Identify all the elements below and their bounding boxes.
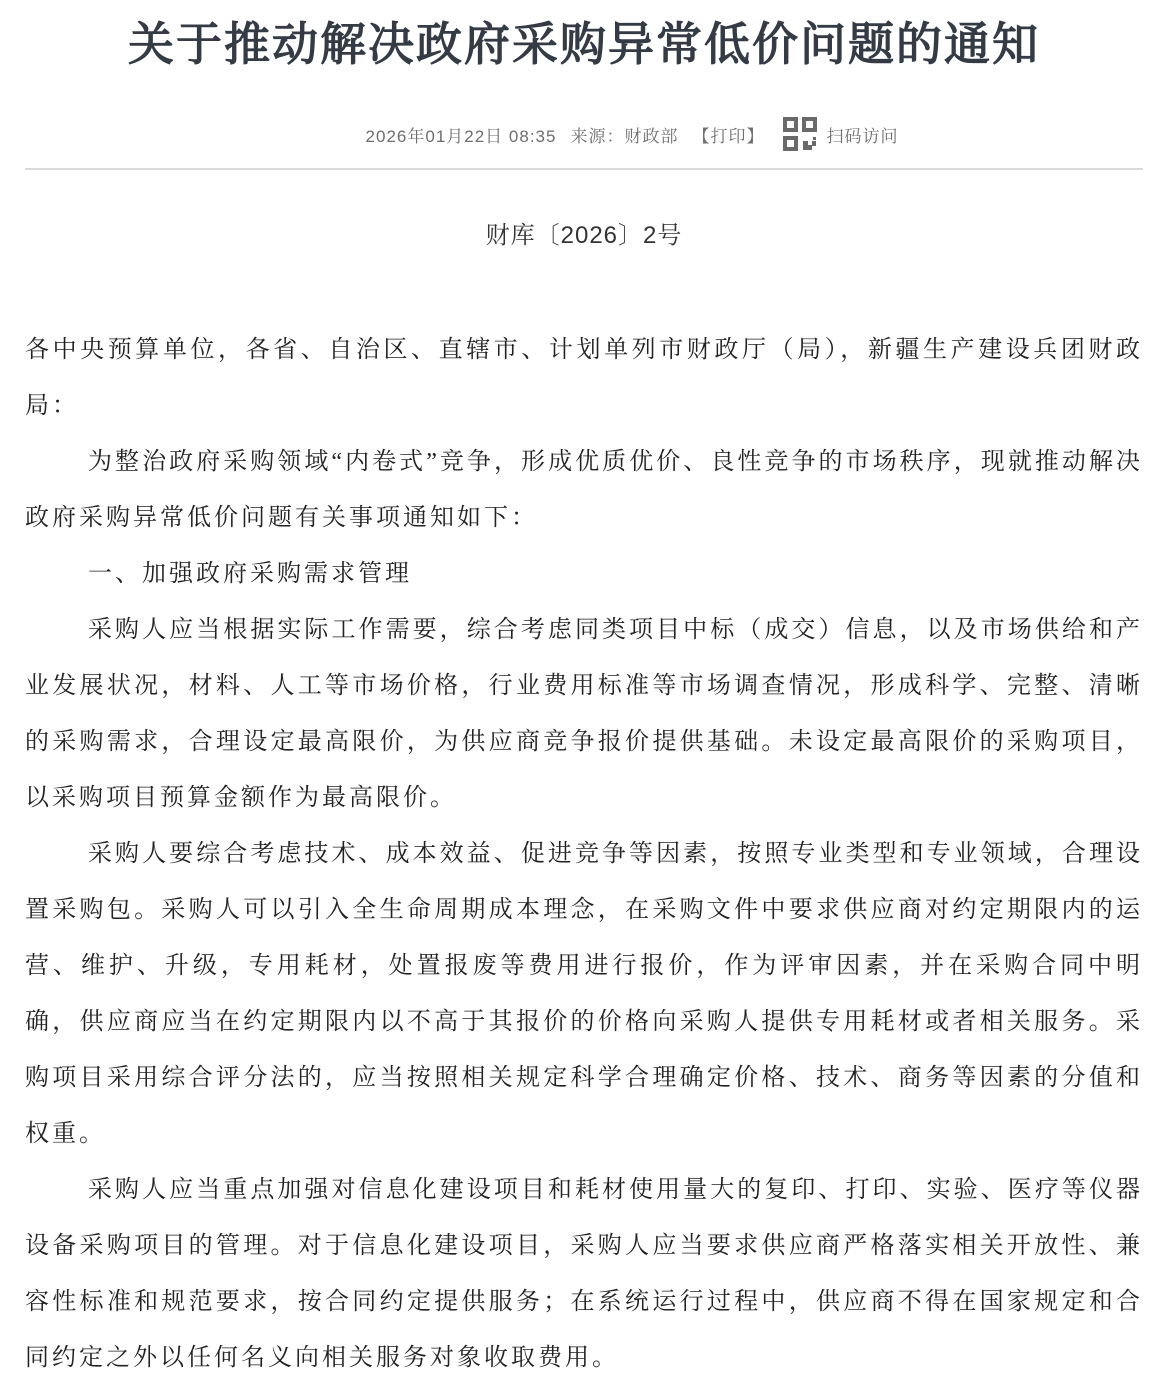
paragraph-intro: 为整治政府采购领域“内卷式”竞争，形成优质优价、良性竞争的市场秩序，现就推动解决政府采购异常低价问题有关事项通知如下： (25, 449, 1143, 531)
document-number: 财库〔2026〕2号 (485, 222, 683, 249)
qr-code-icon[interactable] (782, 116, 818, 152)
paragraph-key-projects: 采购人应当重点加强对信息化建设项目和耗材使用量大的复印、打印、实验、医疗等仪器设备采购项目的管理。对于信息化建设项目，采购人应当要求供应商严格落实相关开放性、兼容性标准和规范要求，按合同约定提供服务；在系统运行过程中，供应商不得在国家规定和合同约定之外以任何名义向相关服务对象收取费用。 (25, 1177, 1143, 1371)
publish-datetime: 2026年01月22日 08:35 (365, 126, 557, 146)
source-label: 来源： (570, 126, 625, 146)
section-heading-1: 一、加强政府采购需求管理 (88, 561, 412, 587)
divider (25, 168, 1143, 170)
source-name: 财政部 (624, 126, 679, 146)
paragraph-lifecycle-cost: 采购人要综合考虑技术、成本效益、促进竞争等因素，按照专业类型和专业领域，合理设置采购包。采购人可以引入全生命周期成本理念，在采购文件中要求供应商对约定期限内的运营、维护、升级，专用耗材，处置报废等费用进行报价，作为评审因素，并在采购合同中明确，供应商应当在约定期限内以不高于其报价的价格向采购人提供专用耗材或者相关服务。采购项目采用综合评分法的，应当按照相关规定科学合理确定价格、技术、商务等因素的分值和权重。 (25, 841, 1143, 1147)
scan-access-label[interactable]: 扫码访问 (826, 126, 899, 146)
page-title: 关于推动解决政府采购异常低价问题的通知 (128, 18, 1040, 70)
article-meta (73, 114, 1168, 154)
source (570, 122, 678, 147)
paragraph-salutation: 各中央预算单位，各省、自治区、直辖市、计划单列市财政厅（局），新疆生产建设兵团财政局： (25, 337, 1143, 419)
print-button[interactable]: 【打印】 (692, 126, 765, 146)
article-body (25, 322, 1143, 1386)
paragraph-requirements: 采购人应当根据实际工作需要，综合考虑同类项目中标（成交）信息，以及市场供给和产业发展状况，材料、人工等市场价格，行业费用标准等市场调查情况，形成科学、完整、清晰的采购需求，合理设定最高限价，为供应商竞争报价提供基础。未设定最高限价的采购项目，以采购项目预算金额作为最高限价。 (25, 617, 1143, 811)
